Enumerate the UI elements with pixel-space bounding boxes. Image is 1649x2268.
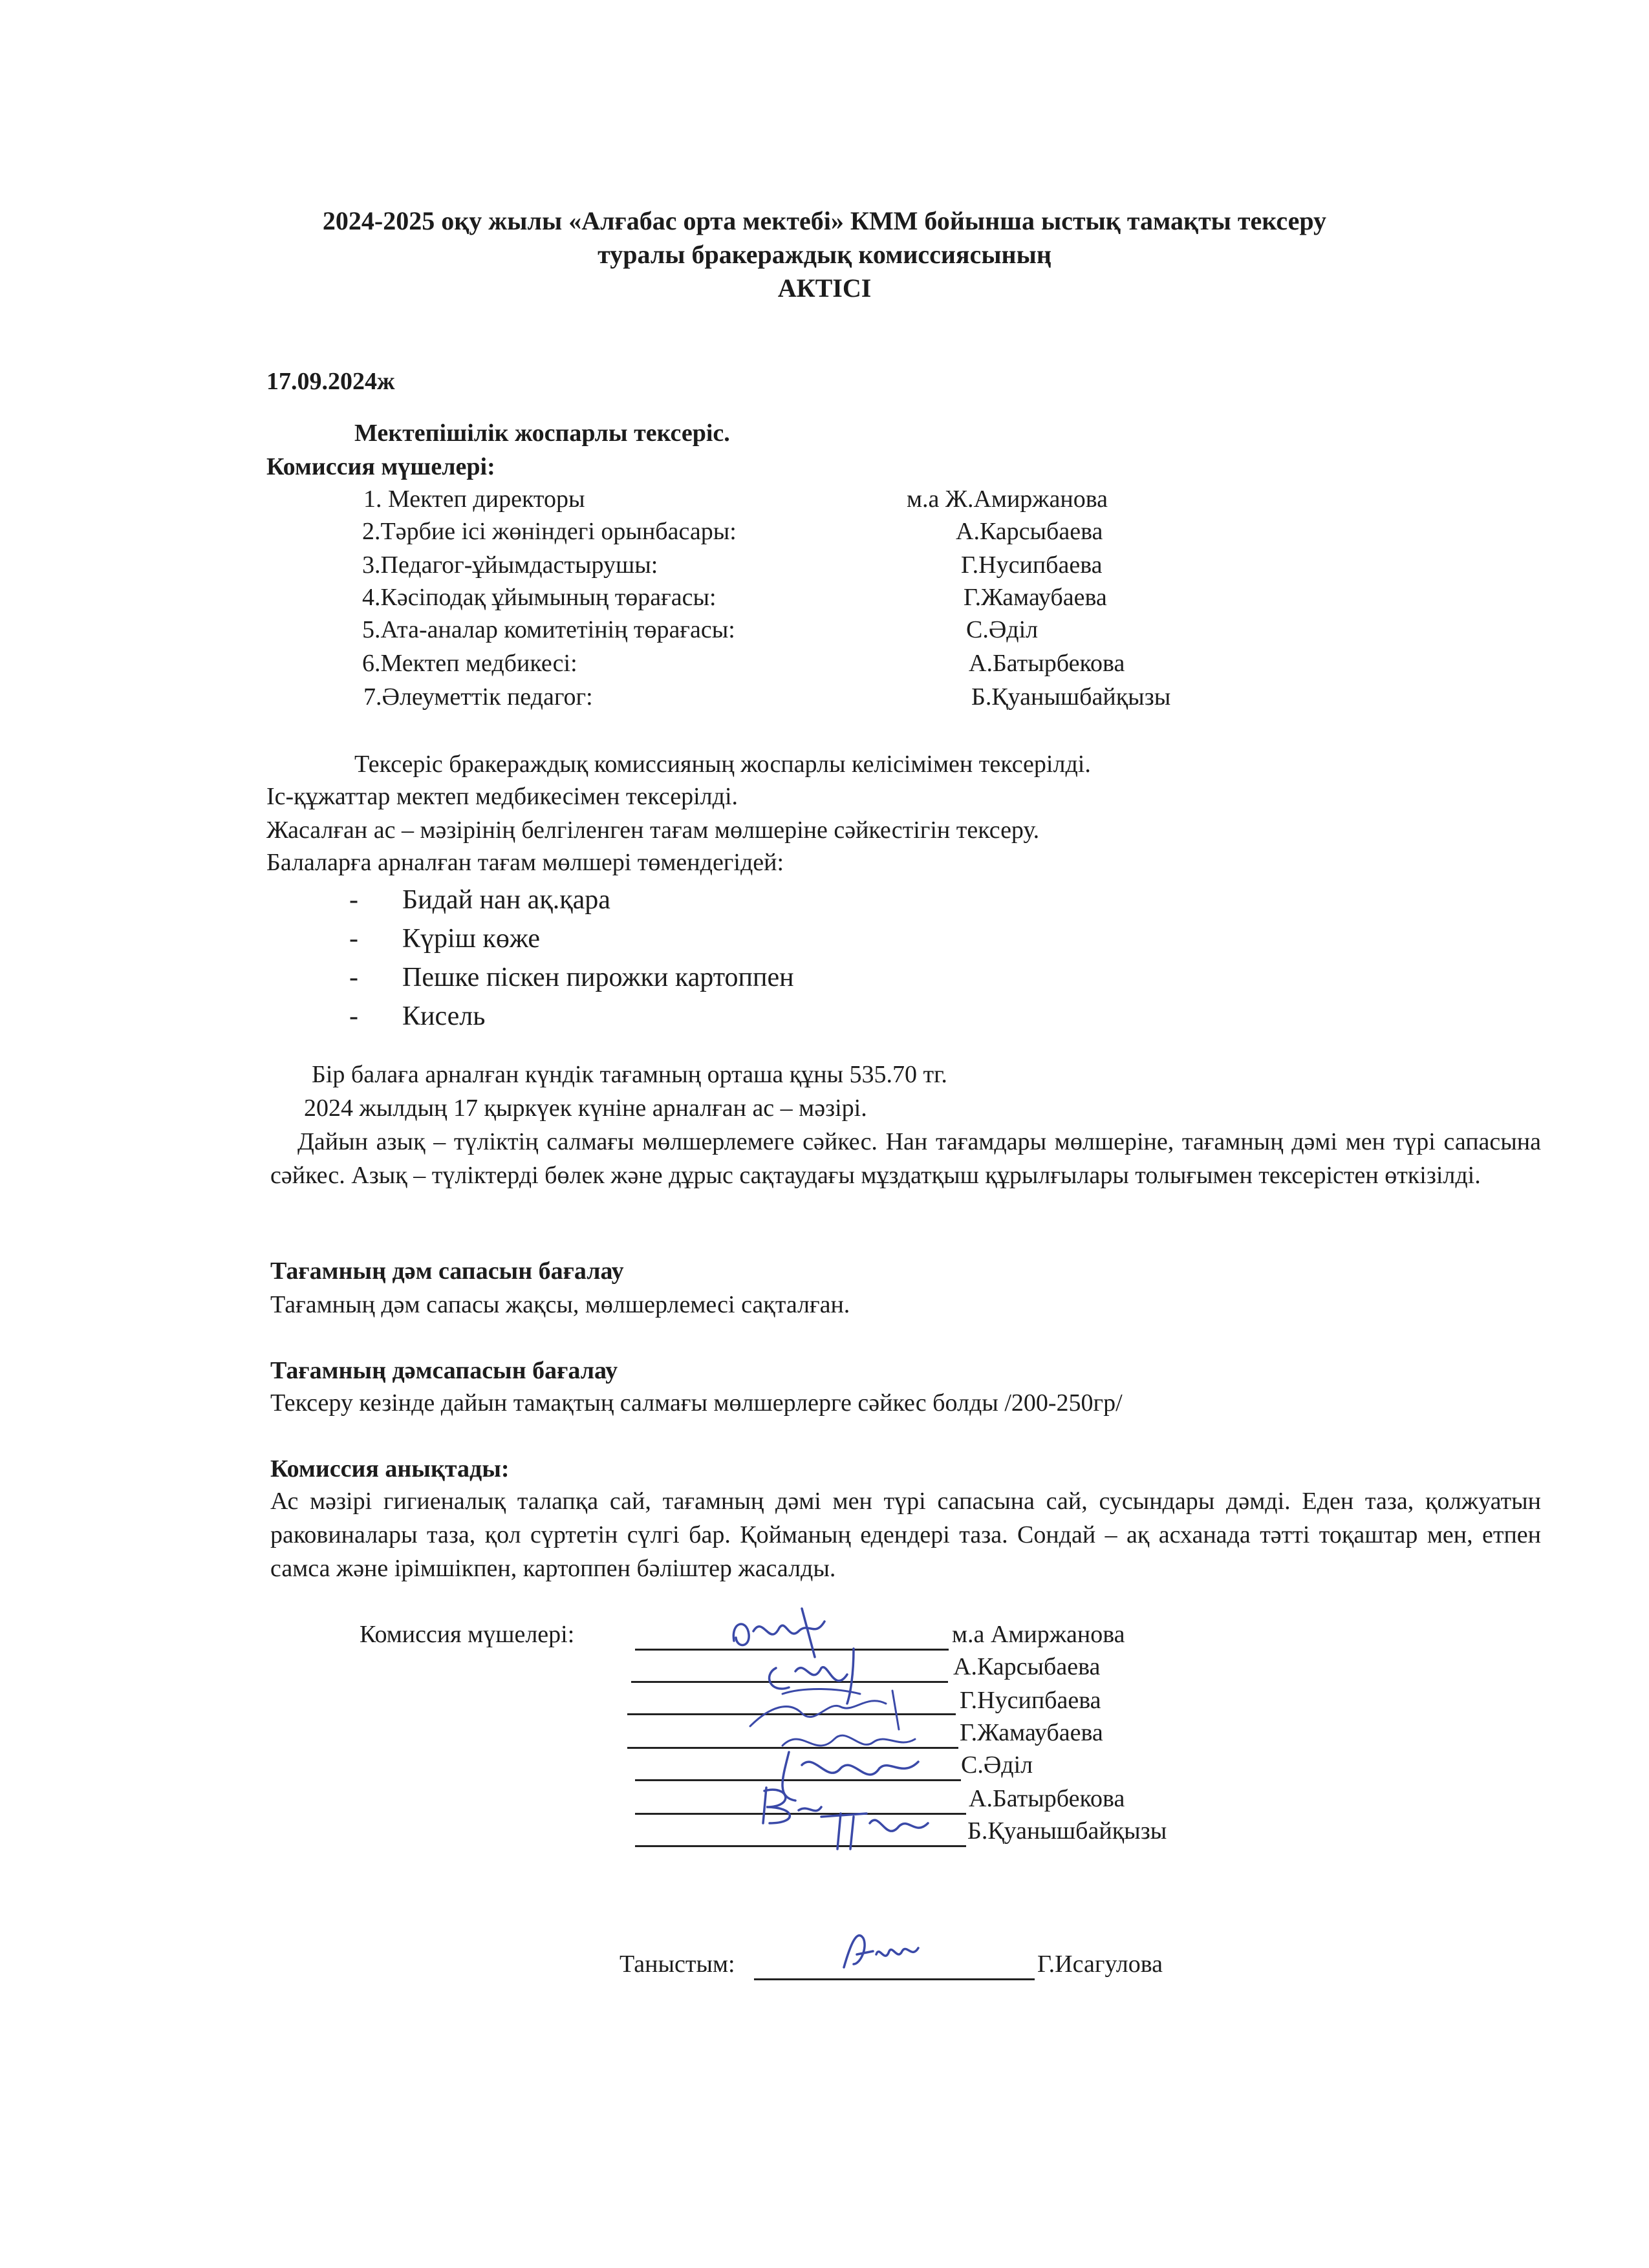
member-role: 1. Мектеп директоры [363, 486, 585, 513]
list-item [349, 1001, 931, 1033]
body-paragraph: Балаларға арналған тағам мөлшері төмендегідей: [266, 849, 784, 876]
handwritten-signature [808, 1797, 938, 1856]
member-role: 4.Кәсіподақ ұйымының төрағасы: [362, 584, 717, 611]
signatory-name: Г.Нусипбаева [960, 1687, 1101, 1714]
section-heading: Тағамның дәмсапасын бағалау [270, 1357, 618, 1384]
section-heading: Тағамның дәм сапасын бағалау [270, 1257, 624, 1285]
member-role: 3.Педагог-ұйымдастырушы: [362, 551, 658, 579]
signatory-name: А.Карсыбаева [953, 1653, 1101, 1680]
conclusion-heading: Комиссия анықтады: [270, 1455, 510, 1482]
signatory-name: м.а Амиржанова [952, 1621, 1125, 1648]
acknowledged-name: Г.Исагулова [1037, 1951, 1163, 1978]
doc-title-line-2: туралы бракераждық комиссиясының [598, 240, 1051, 269]
menu-item-text: Күріш көже [402, 924, 541, 954]
member-name: Г.Нусипбаева [961, 551, 1103, 579]
bullet-dash: - [349, 963, 358, 992]
signatory-name: Б.Қуанышбайқызы [967, 1817, 1167, 1845]
doc-title-line-3: АКТІСІ [777, 273, 872, 303]
members-heading: Комиссия мүшелері: [266, 453, 495, 480]
doc-title-line-1: 2024-2025 оқу жылы «Алғабас орта мектебі» КММ бойынша ыстық тамақты тексеру [322, 206, 1327, 235]
signatory-name: А.Батырбекова [969, 1785, 1125, 1812]
list-item [349, 962, 996, 994]
member-name: м.а Ж.Амиржанова [907, 486, 1108, 513]
body-paragraph: Іс-құжаттар мектеп медбикесімен тексерілді. [266, 783, 738, 810]
body-paragraph: Тексеріс бракераждық комиссияның жоспарлы келісімімен тексерілді. [354, 751, 1091, 778]
list-item [349, 884, 931, 917]
conclusion-text: Ас мәзірі гигиеналық талапқа сай, тағамның дәмі мен түрі сапасына сай, сусындары дәмді. Еден таза, қолжуатын раковиналары таза, қол сүртетін сүлгі бар. Қойманың едендері таза. Сондай – ақ асханада тәтті тоқаштар мен, етпен самса және ірімшікпен, картоппен бәліштер жасалды. [270, 1488, 1541, 1582]
menu-item-text: Бидай нан ақ.қара [402, 885, 610, 915]
signatory-name: Г.Жамаубаева [960, 1719, 1103, 1746]
acknowledged-label: Таныстым: [620, 1951, 735, 1978]
signatory-name: С.Әділ [961, 1751, 1033, 1779]
member-name: А.Карсыбаева [956, 518, 1103, 545]
section-text: Тексеру кезінде дайын тамақтың салмағы мөлшерлерге сәйкес болды /200-250гр/ [270, 1389, 1123, 1417]
bullet-dash: - [349, 885, 358, 915]
bullet-dash: - [349, 924, 358, 954]
bullet-dash: - [349, 1001, 358, 1031]
member-name: А.Батырбекова [969, 650, 1125, 677]
cost-line: Бір балаға арналған күндік тағамның орташа құны 535.70 тг. [312, 1061, 947, 1088]
inspection-type: Мектепішілік жоспарлы тексеріс. [354, 420, 730, 447]
member-name: Б.Қуанышбайқызы [971, 683, 1171, 711]
member-role: 6.Мектеп медбикесі: [362, 650, 577, 677]
member-name: С.Әділ [966, 616, 1039, 643]
member-role: 2.Тәрбие ісі жөніндегі орынбасары: [362, 518, 737, 545]
section-text: Тағамның дәм сапасы жақсы, мөлшерлемесі сақталған. [270, 1291, 850, 1318]
member-name: Г.Жамаубаева [964, 584, 1107, 611]
handwritten-signature [834, 1919, 931, 1977]
menu-item-text: Кисель [402, 1001, 486, 1031]
list-item [349, 923, 931, 956]
signature-line [754, 1978, 1035, 1980]
quality-paragraph: Дайын азық – түліктің салмағы мөлшерлемеге сәйкес. Нан тағамдары мөлшеріне, тағамның дәмі мен түрі сапасына сәйкес. Азық – түліктерді бөлек және дұрыс сақтаудағы мұздатқыш құрылғылары толығымен тексерістен өткізілді. [270, 1128, 1541, 1189]
signatures-label: Комиссия мүшелері: [360, 1621, 575, 1648]
member-role: 5.Ата-аналар комитетінің төрағасы: [362, 616, 735, 643]
member-role: 7.Әлеуметтік педагог: [363, 683, 593, 711]
menu-date-line: 2024 жылдың 17 қыркүек күніне арналған ас – мәзірі. [304, 1095, 867, 1122]
doc-date: 17.09.2024ж [266, 368, 395, 395]
menu-item-text: Пешке піскен пирожки картоппен [402, 963, 794, 992]
body-paragraph: Жасалған ас – мәзірінің белгіленген тағам мөлшеріне сәйкестігін тексеру. [266, 817, 1040, 844]
